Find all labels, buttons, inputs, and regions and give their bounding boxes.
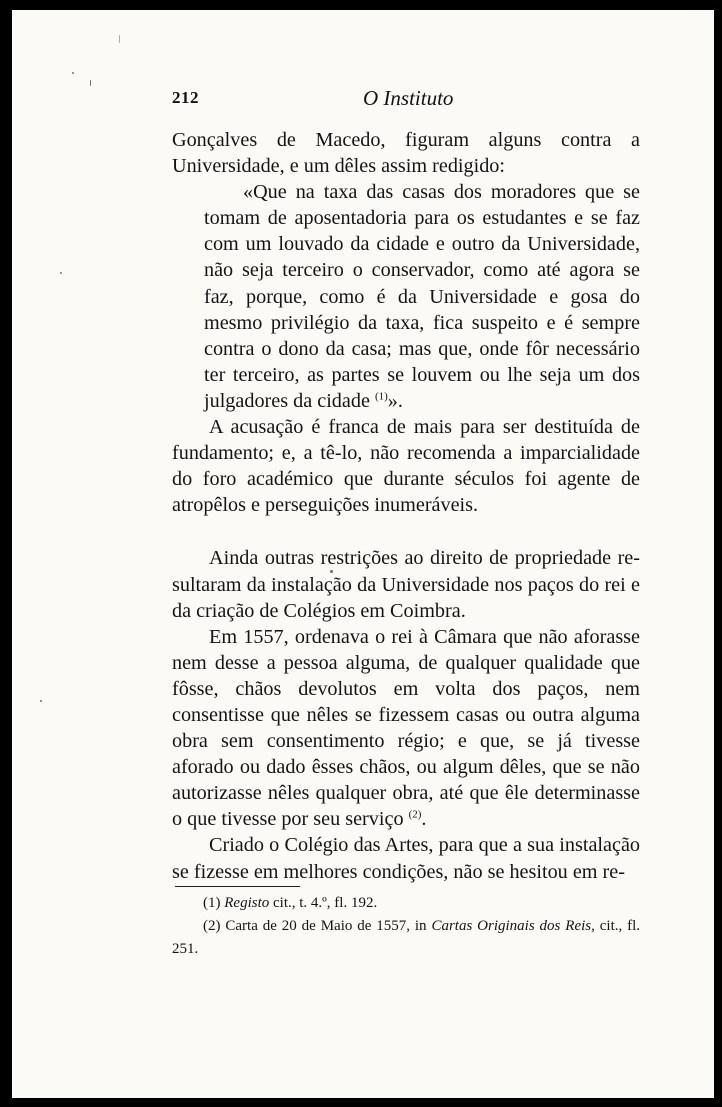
paragraph-restrictions: Ainda outras restrições ao direito de propriedade resultaram da instalação da Universidade nos paços do rei e da criação de Colégios em Coimbra. [172, 547, 640, 622]
book-page [12, 10, 714, 1098]
running-title: O Instituto [363, 86, 454, 110]
footnote-2-marker: (2) [203, 918, 221, 934]
page-number: 212 [172, 88, 199, 107]
quotation-paragraph [204, 179, 640, 414]
footnote-2 [172, 915, 640, 961]
footnote-ref-1: (1) [374, 390, 388, 403]
footnote-2-rest: cit., fl. 251. [172, 918, 641, 957]
footnote-2-title: Cartas Originais dos Reis, [431, 918, 595, 934]
paragraph-continuation: Gonçalves de Macedo, figuram alguns contra a Universidade, e um dêles assim redigido: [172, 129, 640, 178]
quotation-text: «Que na taxa das casas dos moradores que se tomam de aposentadoria para os estudantes e se faz com um louvado da cidade e outro da Universidade, não seja terceiro o conservador, como até agora se faz, porque, como é da Universidade e gosa do mesmo privilégio da taxa, fica suspeito e é sempre contra o dono da casa; mas que, onde fôr necessário ter terceiro, as partes se louvem ou lhe seja um dos julgadores da cidade [204, 181, 640, 412]
footnote-ref-2: (2) [408, 808, 422, 821]
body-text [172, 127, 640, 885]
section-gap [172, 518, 640, 545]
footnote-1-title: Registo [224, 895, 270, 911]
footnotes [172, 892, 640, 961]
paragraph-colegio: Criado o Colégio das Artes, para que a sua instalação se fizesse em melhores condições, não se hesitou em re- [172, 834, 640, 883]
paragraph-accusation: A acusação é franca de mais para ser destituída de fundamento; e, a tê-lo, não recomenda a imparcialidade do foro académico que durante séculos foi agente de atropêlos e perseguições inumeráveis. [172, 416, 640, 517]
quotation-end: ». [387, 389, 403, 412]
footnote-1 [172, 892, 640, 915]
running-head [12, 88, 714, 114]
paragraph-1557-text: Em 1557, ordenava o rei à Câmara que não aforasse nem desse a pessoa alguma, de qualquer qualidade que fôsse, chãos devolutos em volta dos paços, nem consentisse que nêles se fizessem casas ou outra alguma obra sem consentimento régio; e que, se já tivesse aforado ou dado êsses chãos, ou algum dêles, que se não autorizasse nêles qualquer obra, até que êle determinasse o que tivesse por seu serviço [172, 625, 640, 831]
footnote-1-marker: (1) [203, 895, 221, 911]
paragraph-1557-end: . [421, 808, 427, 831]
footnote-2-text: Carta de 20 de Maio de 1557, in [225, 918, 427, 934]
footnote-1-text: cit., t. 4.º, fl. 192. [273, 895, 378, 911]
footnote-divider [175, 886, 300, 887]
paragraph-1557 [172, 624, 640, 833]
